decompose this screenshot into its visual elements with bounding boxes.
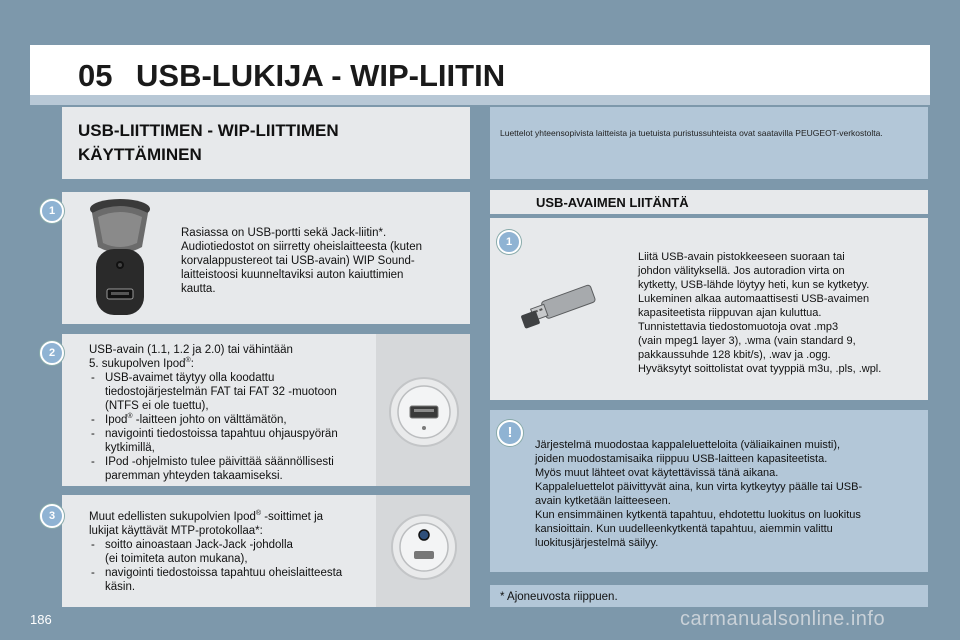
- usb-key-text: [638, 250, 923, 376]
- step3-line: lukijat käyttävät MTP-protokollaa*:: [89, 525, 263, 537]
- list-item-line: kytkimillä,: [105, 442, 155, 454]
- jack-port-illustration: [376, 495, 470, 607]
- registered-mark: ®: [185, 357, 191, 365]
- step2-badge: 2: [40, 341, 64, 365]
- step3-line: [89, 510, 379, 524]
- step3-list: [89, 538, 379, 594]
- step3-line1-text: Muut edellisten sukupolvien Ipod: [89, 511, 256, 523]
- usb-key-line: Lukeminen alkaa automaattisesti USB-avaimen: [638, 293, 870, 305]
- warning-line: Kappaleluettelot päivittyvät aina, kun virta kytkeytyy päälle tai USB-: [535, 481, 863, 493]
- list-item-line: - navigointi tiedostoissa tapahtuu ohjauspyörän: [105, 428, 338, 440]
- list-item-line: tiedostojärjestelmän FAT tai FAT 32 -muotoon: [105, 386, 337, 398]
- list-item: [89, 413, 379, 427]
- usb-key-line: Liitä USB-avain pistokkeeseen suoraan tai: [638, 251, 845, 263]
- step3-badge: 3: [40, 504, 64, 528]
- chapter-number: 05: [78, 58, 113, 93]
- usb-key-line: kytketty, USB-lähde löytyy heti, kun se kytketyy.: [638, 279, 870, 291]
- usb-stick-image: [518, 282, 602, 334]
- step1-line: Audiotiedostot on siirretty oheislaitteesta (kuten: [181, 241, 422, 253]
- list-item: [89, 455, 379, 483]
- compatibility-note-panel: [490, 107, 928, 179]
- step1-line: laitteistoosi kuunneltaviksi auton kaiuttimien: [181, 269, 404, 281]
- list-item-line: (ei toimiteta auton mukana),: [105, 553, 248, 565]
- usb-port-illustration: [376, 334, 470, 486]
- list-item-line: - soitto ainoastaan Jack-Jack -johdolla: [105, 539, 293, 551]
- step2-text: [89, 343, 379, 483]
- warning-line: Myös muut lähteet ovat käytettävissä tänä aikana.: [535, 467, 779, 479]
- usb-key-line: pakkaussuhde 128 kbit/s), .wav ja .ogg.: [638, 349, 831, 361]
- list-item-line: käsin.: [105, 581, 136, 593]
- list-item-text: -laitteen johto on välttämätön,: [132, 414, 287, 426]
- list-item-line: - IPod -ohjelmisto tulee päivittää säännöllisesti: [105, 456, 334, 468]
- warning-line: Kun ensimmäinen kytkentä tapahtuu, ehdotettu luokitus on luokitus: [535, 509, 861, 521]
- section-title-line2: KÄYTTÄMINEN: [78, 145, 202, 164]
- footnote: * Ajoneuvosta riippuen.: [500, 591, 618, 603]
- warning-line: luokitusjärjestelmä säilyy.: [535, 537, 659, 549]
- warning-icon: !: [497, 420, 523, 446]
- section-title-line1: USB-LIITTIMEN - WIP-LIITTIMEN: [78, 121, 339, 140]
- step1-line: Rasiassa on USB-portti sekä Jack-liitin*.: [181, 227, 387, 239]
- step3-text: [89, 510, 379, 594]
- step1-badge: 1: [40, 199, 64, 223]
- warning-line: Järjestelmä muodostaa kappaleluetteloita (väliaikainen muisti),: [535, 439, 841, 451]
- usb-key-badge: 1: [497, 230, 521, 254]
- list-item: [89, 566, 379, 594]
- usb-key-line: (vain mpeg1 layer 3), .wma (vain standard 9,: [638, 335, 856, 347]
- step2-line2-text: 5. sukupolven Ipod: [89, 358, 186, 370]
- usb-jack-socket-image: [80, 195, 160, 321]
- page-number: 186: [30, 612, 52, 627]
- usb-key-title: USB-AVAIMEN LIITÄNTÄ: [536, 195, 689, 210]
- list-item-line: - navigointi tiedostoissa tapahtuu oheislaitteesta: [105, 567, 343, 579]
- warning-text: [535, 438, 920, 550]
- step2-line2-colon: :: [190, 358, 194, 370]
- registered-mark: ®: [255, 510, 262, 518]
- list-item: [89, 538, 379, 566]
- page-title: USB-LUKIJA - WIP-LIITIN: [136, 58, 506, 93]
- list-item-line: paremman yhteyden takaamiseksi.: [105, 470, 283, 482]
- step2-line: [89, 357, 379, 371]
- header-stripe: [30, 95, 930, 105]
- list-item: [89, 371, 379, 413]
- list-item: [89, 427, 379, 455]
- list-item-line: - USB-avaimet täytyy olla koodattu: [105, 372, 275, 384]
- compatibility-note: Luettelot yhteensopivista laitteista ja tuetuista puristussuhteista ovat saatavilla PEUGEOT-verkostolta.: [500, 128, 883, 138]
- step1-line: kautta.: [181, 283, 216, 295]
- section-title: [78, 119, 339, 167]
- step2-line: USB-avain (1.1, 1.2 ja 2.0) tai vähintään: [89, 344, 293, 356]
- usb-key-line: kapasiteetista riippuvan ajan kuluttua.: [638, 307, 822, 319]
- step2-list: [89, 371, 379, 483]
- list-item-text: Ipod: [105, 414, 128, 426]
- usb-key-line: Hyväksytyt soittolistat ovat tyyppiä m3u, .pls, .wpl.: [638, 363, 882, 375]
- watermark: carmanualsonline.info: [680, 608, 886, 630]
- warning-line: kansioittain. Kun uudelleenkytkentä tapahtuu, aiemmin valittu: [535, 523, 833, 535]
- usb-key-line: johdon välityksellä. Jos autoradion virta on: [638, 265, 845, 277]
- step1-line: korvalappustereot tai USB-avain) WIP Sound-: [181, 255, 415, 267]
- warning-line: joiden muodostamisaika riippuu USB-laitteen kapasiteetista.: [535, 453, 828, 465]
- warning-line: avain kytketään laitteeseen.: [535, 495, 671, 507]
- registered-mark: ®: [127, 413, 133, 421]
- usb-key-line: Tunnistettavia tiedostomuotoja ovat .mp3: [638, 321, 839, 333]
- list-item-line: (NTFS ei ole tuettu),: [105, 400, 209, 412]
- step3-line1-text: -soittimet ja: [261, 511, 324, 523]
- step1-text: [181, 226, 461, 296]
